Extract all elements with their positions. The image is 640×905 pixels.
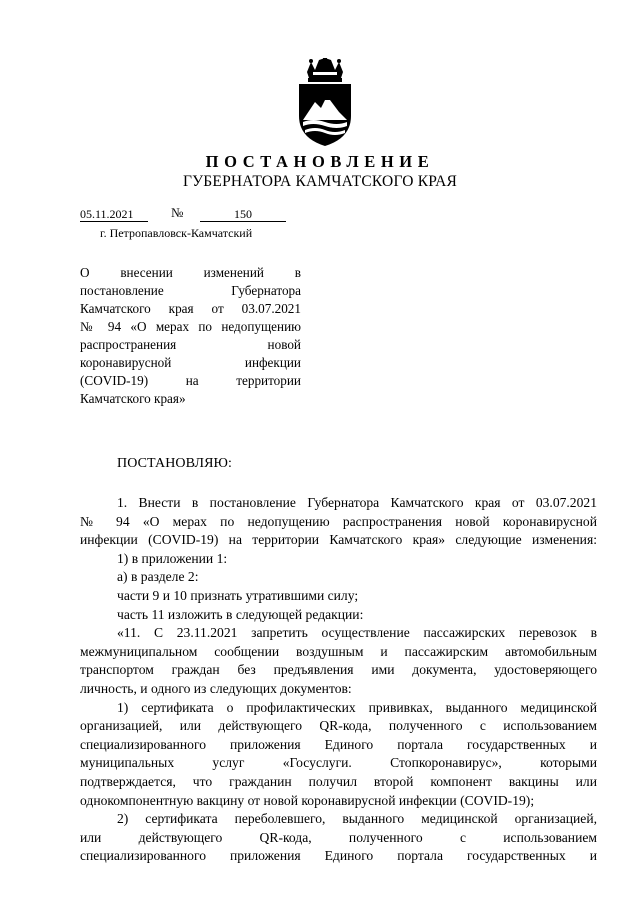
subject-line: Камчатского края»: [80, 391, 186, 406]
subject-line: коронавирусной инфекции: [80, 355, 301, 370]
subject-line: (COVID-19) на территории: [80, 373, 301, 388]
city-name: г. Петропавловск-Камчатский: [100, 226, 253, 240]
body-line: личность, и одного из следующих документов:: [80, 680, 352, 696]
document-subject: [80, 264, 301, 408]
body-line: № 94 «О мерах по недопущению распространения новой коронавирусной: [80, 513, 597, 529]
subject-line: распространения новой: [80, 337, 301, 352]
document-number: 150: [234, 207, 252, 221]
document-date: 05.11.2021: [80, 207, 134, 221]
body-line: 2) сертификата переболевшего, выданного медицинской организацией,: [117, 811, 597, 827]
body-line: специализированного приложения Единого портала государственных и: [80, 736, 597, 752]
body-line: или действующего QR-кода, полученного с использованием: [80, 829, 597, 845]
body-line: муниципальных услуг «Госуслуги. Стопкоронавирус», которыми: [80, 755, 597, 771]
body-line: однокомпонентную вакцину от новой коронавирусной инфекции (COVID-19);: [80, 792, 535, 808]
body-line: инфекции (COVID-19) на территории Камчатского края» следующие изменения:: [80, 532, 597, 548]
body-line: специализированного приложения Единого портала государственных и: [80, 848, 597, 864]
number-underline: [200, 221, 286, 222]
body-line: 1) в приложении 1:: [117, 550, 228, 566]
body-line: транспортом граждан без предъявления ими документа, удостоверяющего: [80, 662, 597, 678]
body-line: «11. С 23.11.2021 запретить осуществление пассажирских перевозок в: [117, 625, 597, 641]
body-line: организацией, или действующего QR-кода, полученного с использованием: [80, 718, 597, 734]
body-line: а) в разделе 2:: [117, 569, 199, 585]
number-label: №: [171, 205, 184, 220]
subject-line: Камчатского края от 03.07.2021: [80, 301, 301, 316]
subject-line: № 94 «О мерах по недопущению: [80, 319, 301, 334]
document-body: [80, 494, 597, 866]
body-line: 1) сертификата о профилактических прививках, выданного медицинской: [117, 699, 597, 715]
body-line: часть 11 изложить в следующей редакции:: [117, 606, 364, 622]
decree-heading: ПОСТАНОВЛЯЮ:: [117, 456, 233, 471]
date-underline: [80, 221, 148, 222]
body-line: 1. Внести в постановление Губернатора Камчатского края от 03.07.2021: [117, 495, 597, 510]
body-line: межмуниципальном сообщении воздушным и пассажирским автомобильным: [80, 643, 597, 659]
body-line: части 9 и 10 признать утратившими силу;: [117, 587, 359, 603]
document-title: ПОСТАНОВЛЕНИЕ: [205, 152, 435, 171]
subject-line: постановление Губернатора: [80, 283, 301, 298]
body-line: подтверждается, что гражданин получил второй компонент вакцины или: [80, 773, 597, 789]
subject-line: О внесении изменений в: [80, 265, 301, 280]
coat-of-arms-emblem: [293, 58, 357, 148]
document-subtitle: ГУБЕРНАТОРА КАМЧАТСКОГО КРАЯ: [182, 173, 458, 190]
